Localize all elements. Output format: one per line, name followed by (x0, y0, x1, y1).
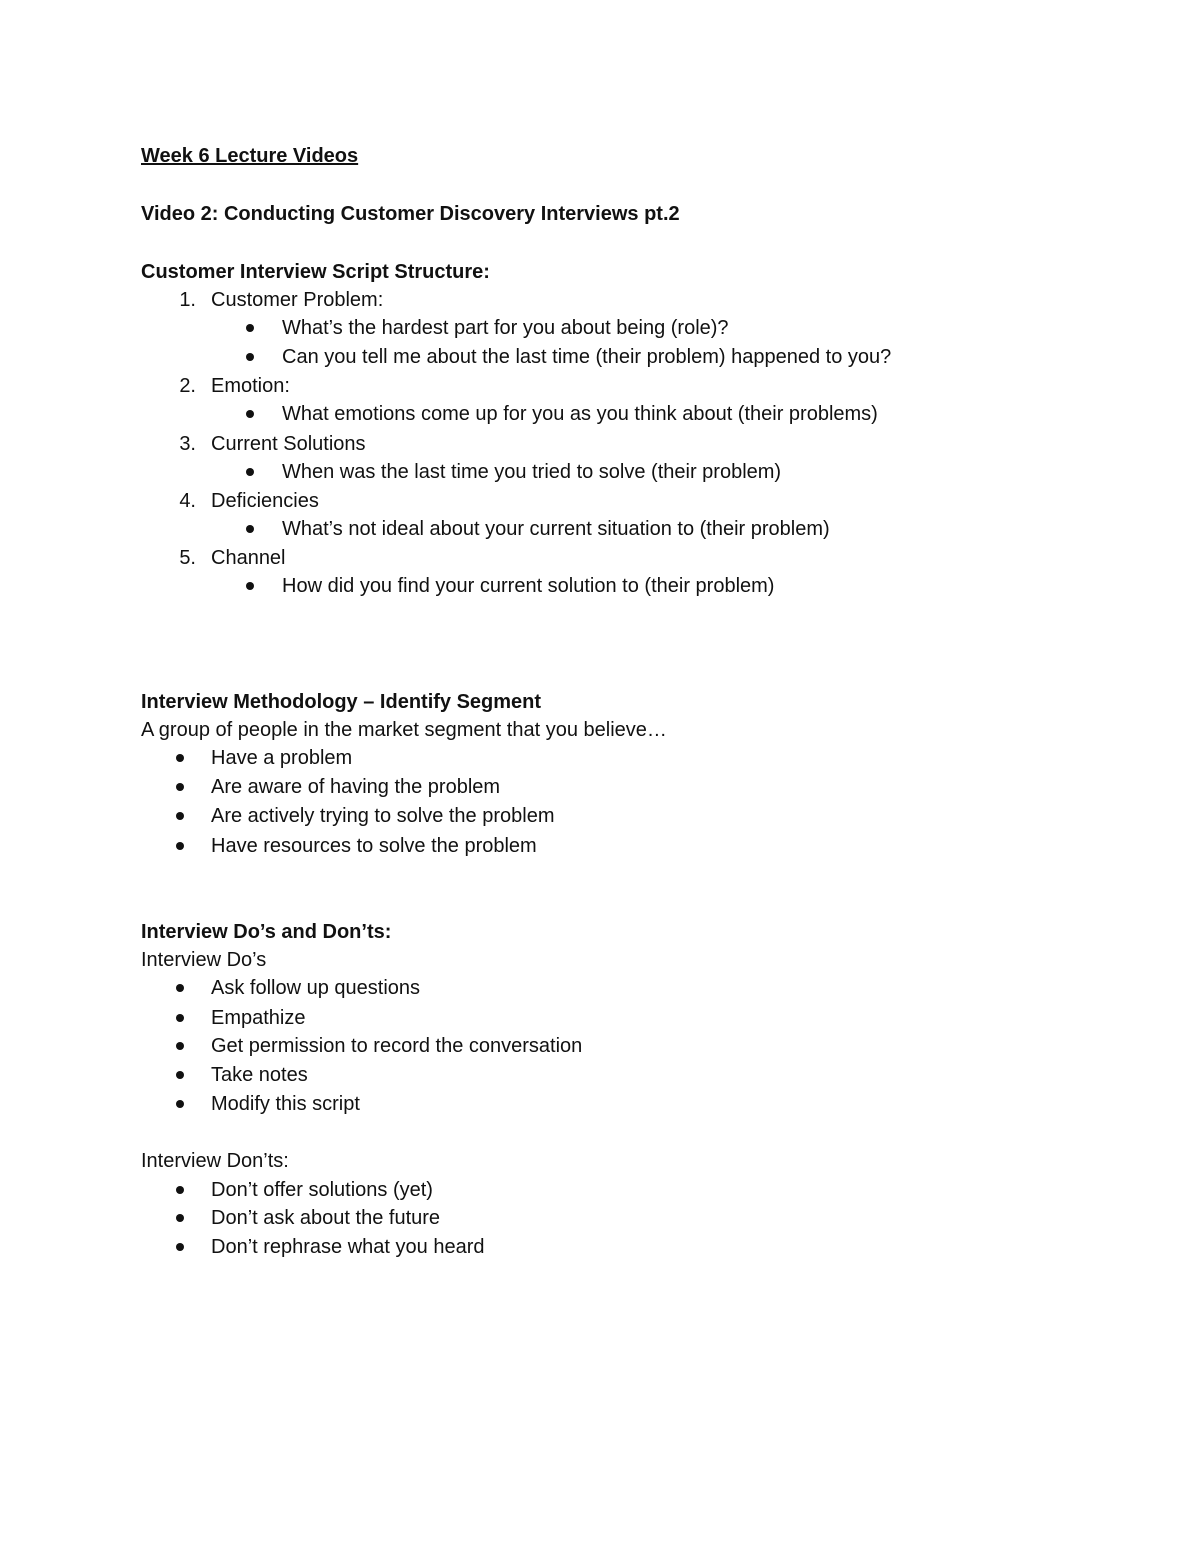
bullet-icon (176, 1014, 184, 1022)
bullet-icon (176, 1214, 184, 1222)
bullet-icon (176, 812, 184, 820)
list-item-label: Emotion: (211, 375, 290, 397)
donts-label: Interview Don’ts: (141, 1150, 289, 1172)
bullet-icon (176, 842, 184, 850)
list-item-label: Current Solutions (211, 433, 366, 455)
list-number: 1. (179, 289, 196, 311)
methodology-intro: A group of people in the market segment that you believe… (141, 719, 667, 741)
list-item: Modify this script (211, 1093, 360, 1115)
script-heading: Customer Interview Script Structure: (141, 261, 490, 283)
document-title: Week 6 Lecture Videos (141, 145, 359, 167)
list-item: Are actively trying to solve the problem (211, 805, 555, 827)
dos-label: Interview Do’s (141, 949, 267, 971)
bullet-icon (176, 1071, 184, 1079)
list-item: When was the last time you tried to solve (their problem) (282, 461, 782, 483)
bullet-icon (176, 1042, 184, 1050)
bullet-icon (176, 754, 184, 762)
list-number: 2. (179, 375, 196, 397)
list-item: Don’t rephrase what you heard (211, 1236, 485, 1258)
list-item: What’s the hardest part for you about being (role)? (282, 317, 729, 339)
list-item: Are aware of having the problem (211, 776, 501, 798)
list-item-label: Deficiencies (211, 490, 319, 512)
bullet-icon (246, 582, 254, 590)
list-item: Have resources to solve the problem (211, 835, 537, 857)
list-item-label: Customer Problem: (211, 289, 384, 311)
list-item: Get permission to record the conversation (211, 1035, 583, 1057)
list-item: Empathize (211, 1007, 306, 1029)
video-title: Video 2: Conducting Customer Discovery Interviews pt.2 (141, 203, 680, 225)
bullet-icon (176, 1186, 184, 1194)
bullet-icon (246, 468, 254, 476)
bullet-icon (176, 783, 184, 791)
bullet-icon (246, 353, 254, 361)
bullet-icon (246, 410, 254, 418)
list-item: Take notes (211, 1064, 308, 1086)
list-number: 4. (179, 490, 196, 512)
list-item: Don’t ask about the future (211, 1207, 441, 1229)
list-item: Ask follow up questions (211, 977, 421, 999)
list-item: Don’t offer solutions (yet) (211, 1179, 433, 1201)
list-item: Can you tell me about the last time (their problem) happened to you? (282, 346, 892, 368)
bullet-icon (246, 525, 254, 533)
list-item: How did you find your current solution to (their problem) (282, 575, 775, 597)
bullet-icon (246, 324, 254, 332)
bullet-icon (176, 1243, 184, 1251)
list-item-label: Channel (211, 547, 286, 569)
methodology-heading: Interview Methodology – Identify Segment (141, 691, 542, 713)
bullet-icon (176, 1100, 184, 1108)
list-number: 5. (179, 547, 196, 569)
bullet-icon (176, 984, 184, 992)
list-item: Have a problem (211, 747, 353, 769)
list-item: What’s not ideal about your current situation to (their problem) (282, 518, 830, 540)
list-number: 3. (179, 433, 196, 455)
dos-donts-heading: Interview Do’s and Don’ts: (141, 921, 392, 943)
list-item: What emotions come up for you as you think about (their problems) (282, 403, 878, 425)
